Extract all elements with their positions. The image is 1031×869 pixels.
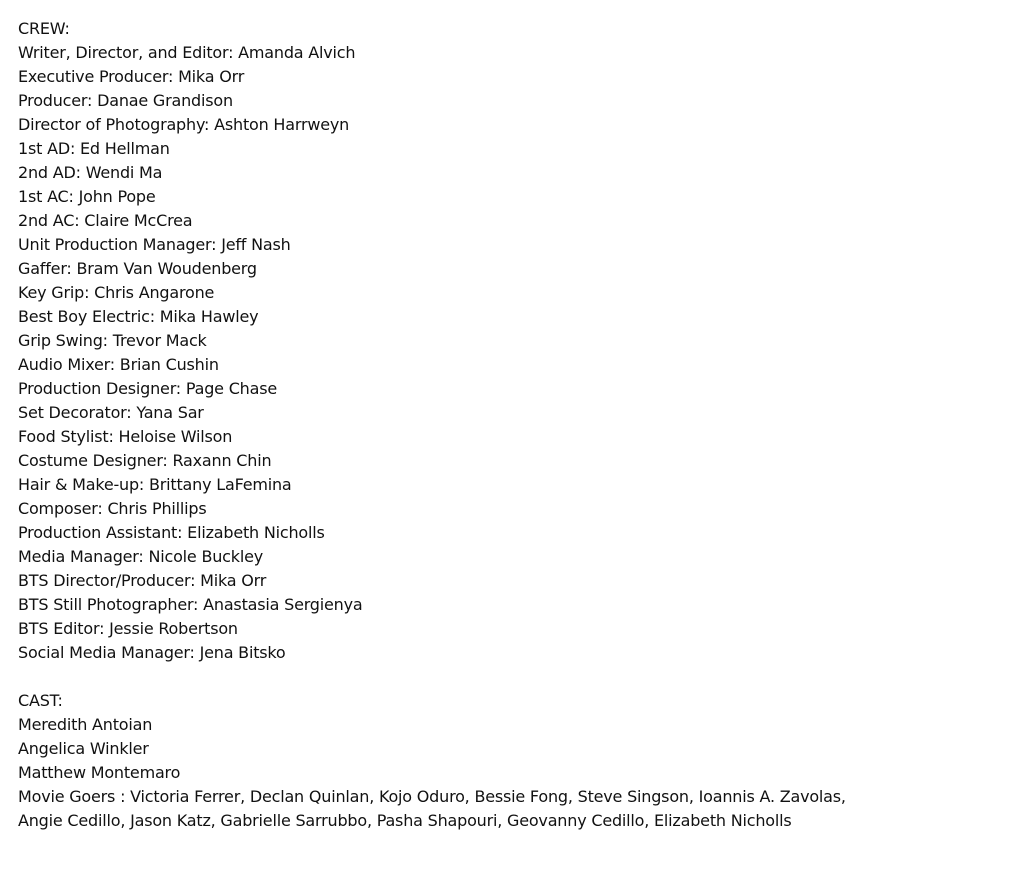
crew-line: Best Boy Electric: Mika Hawley (18, 307, 259, 326)
crew-line: Production Assistant: Elizabeth Nicholls (18, 523, 325, 542)
crew-line: BTS Editor: Jessie Robertson (18, 619, 238, 638)
crew-line: Costume Designer: Raxann Chin (18, 451, 272, 470)
crew-line: Unit Production Manager: Jeff Nash (18, 235, 291, 254)
crew-line: Production Designer: Page Chase (18, 379, 277, 398)
crew-line: 1st AD: Ed Hellman (18, 139, 170, 158)
cast-line: Angie Cedillo, Jason Katz, Gabrielle Sarrubbo, Pasha Shapouri, Geovanny Cedillo, Elizabeth Nicholls (18, 811, 792, 830)
crew-line: Executive Producer: Mika Orr (18, 67, 245, 86)
crew-list (18, 41, 1018, 665)
section-gap (18, 665, 1018, 689)
crew-line: BTS Still Photographer: Anastasia Sergienya (18, 595, 363, 614)
crew-line: Producer: Danae Grandison (18, 91, 233, 110)
crew-line: Key Grip: Chris Angarone (18, 283, 215, 302)
crew-line: 1st AC: John Pope (18, 187, 156, 206)
cast-heading: CAST: (18, 691, 63, 710)
cast-line: Meredith Antoian (18, 715, 153, 734)
cast-line: Movie Goers : Victoria Ferrer, Declan Quinlan, Kojo Oduro, Bessie Fong, Steve Singson, Ioannis A. Zavolas, (18, 787, 846, 806)
crew-line: Set Decorator: Yana Sar (18, 403, 204, 422)
crew-line: Composer: Chris Phillips (18, 499, 207, 518)
crew-line: Gaffer: Bram Van Woudenberg (18, 259, 257, 278)
crew-line: Social Media Manager: Jena Bitsko (18, 643, 286, 662)
crew-line: 2nd AD: Wendi Ma (18, 163, 163, 182)
crew-line: Food Stylist: Heloise Wilson (18, 427, 233, 446)
crew-line: Director of Photography: Ashton Harrweyn (18, 115, 350, 134)
crew-line: BTS Director/Producer: Mika Orr (18, 571, 267, 590)
crew-line: 2nd AC: Claire McCrea (18, 211, 193, 230)
cast-line: Matthew Montemaro (18, 763, 181, 782)
crew-line: Grip Swing: Trevor Mack (18, 331, 207, 350)
cast-list (18, 713, 1018, 833)
crew-line: Writer, Director, and Editor: Amanda Alvich (18, 43, 356, 62)
crew-line: Media Manager: Nicole Buckley (18, 547, 263, 566)
crew-line: Hair & Make-up: Brittany LaFemina (18, 475, 292, 494)
crew-heading: CREW: (18, 19, 70, 38)
credits-document (18, 17, 1018, 833)
crew-line: Audio Mixer: Brian Cushin (18, 355, 219, 374)
cast-line: Angelica Winkler (18, 739, 149, 758)
